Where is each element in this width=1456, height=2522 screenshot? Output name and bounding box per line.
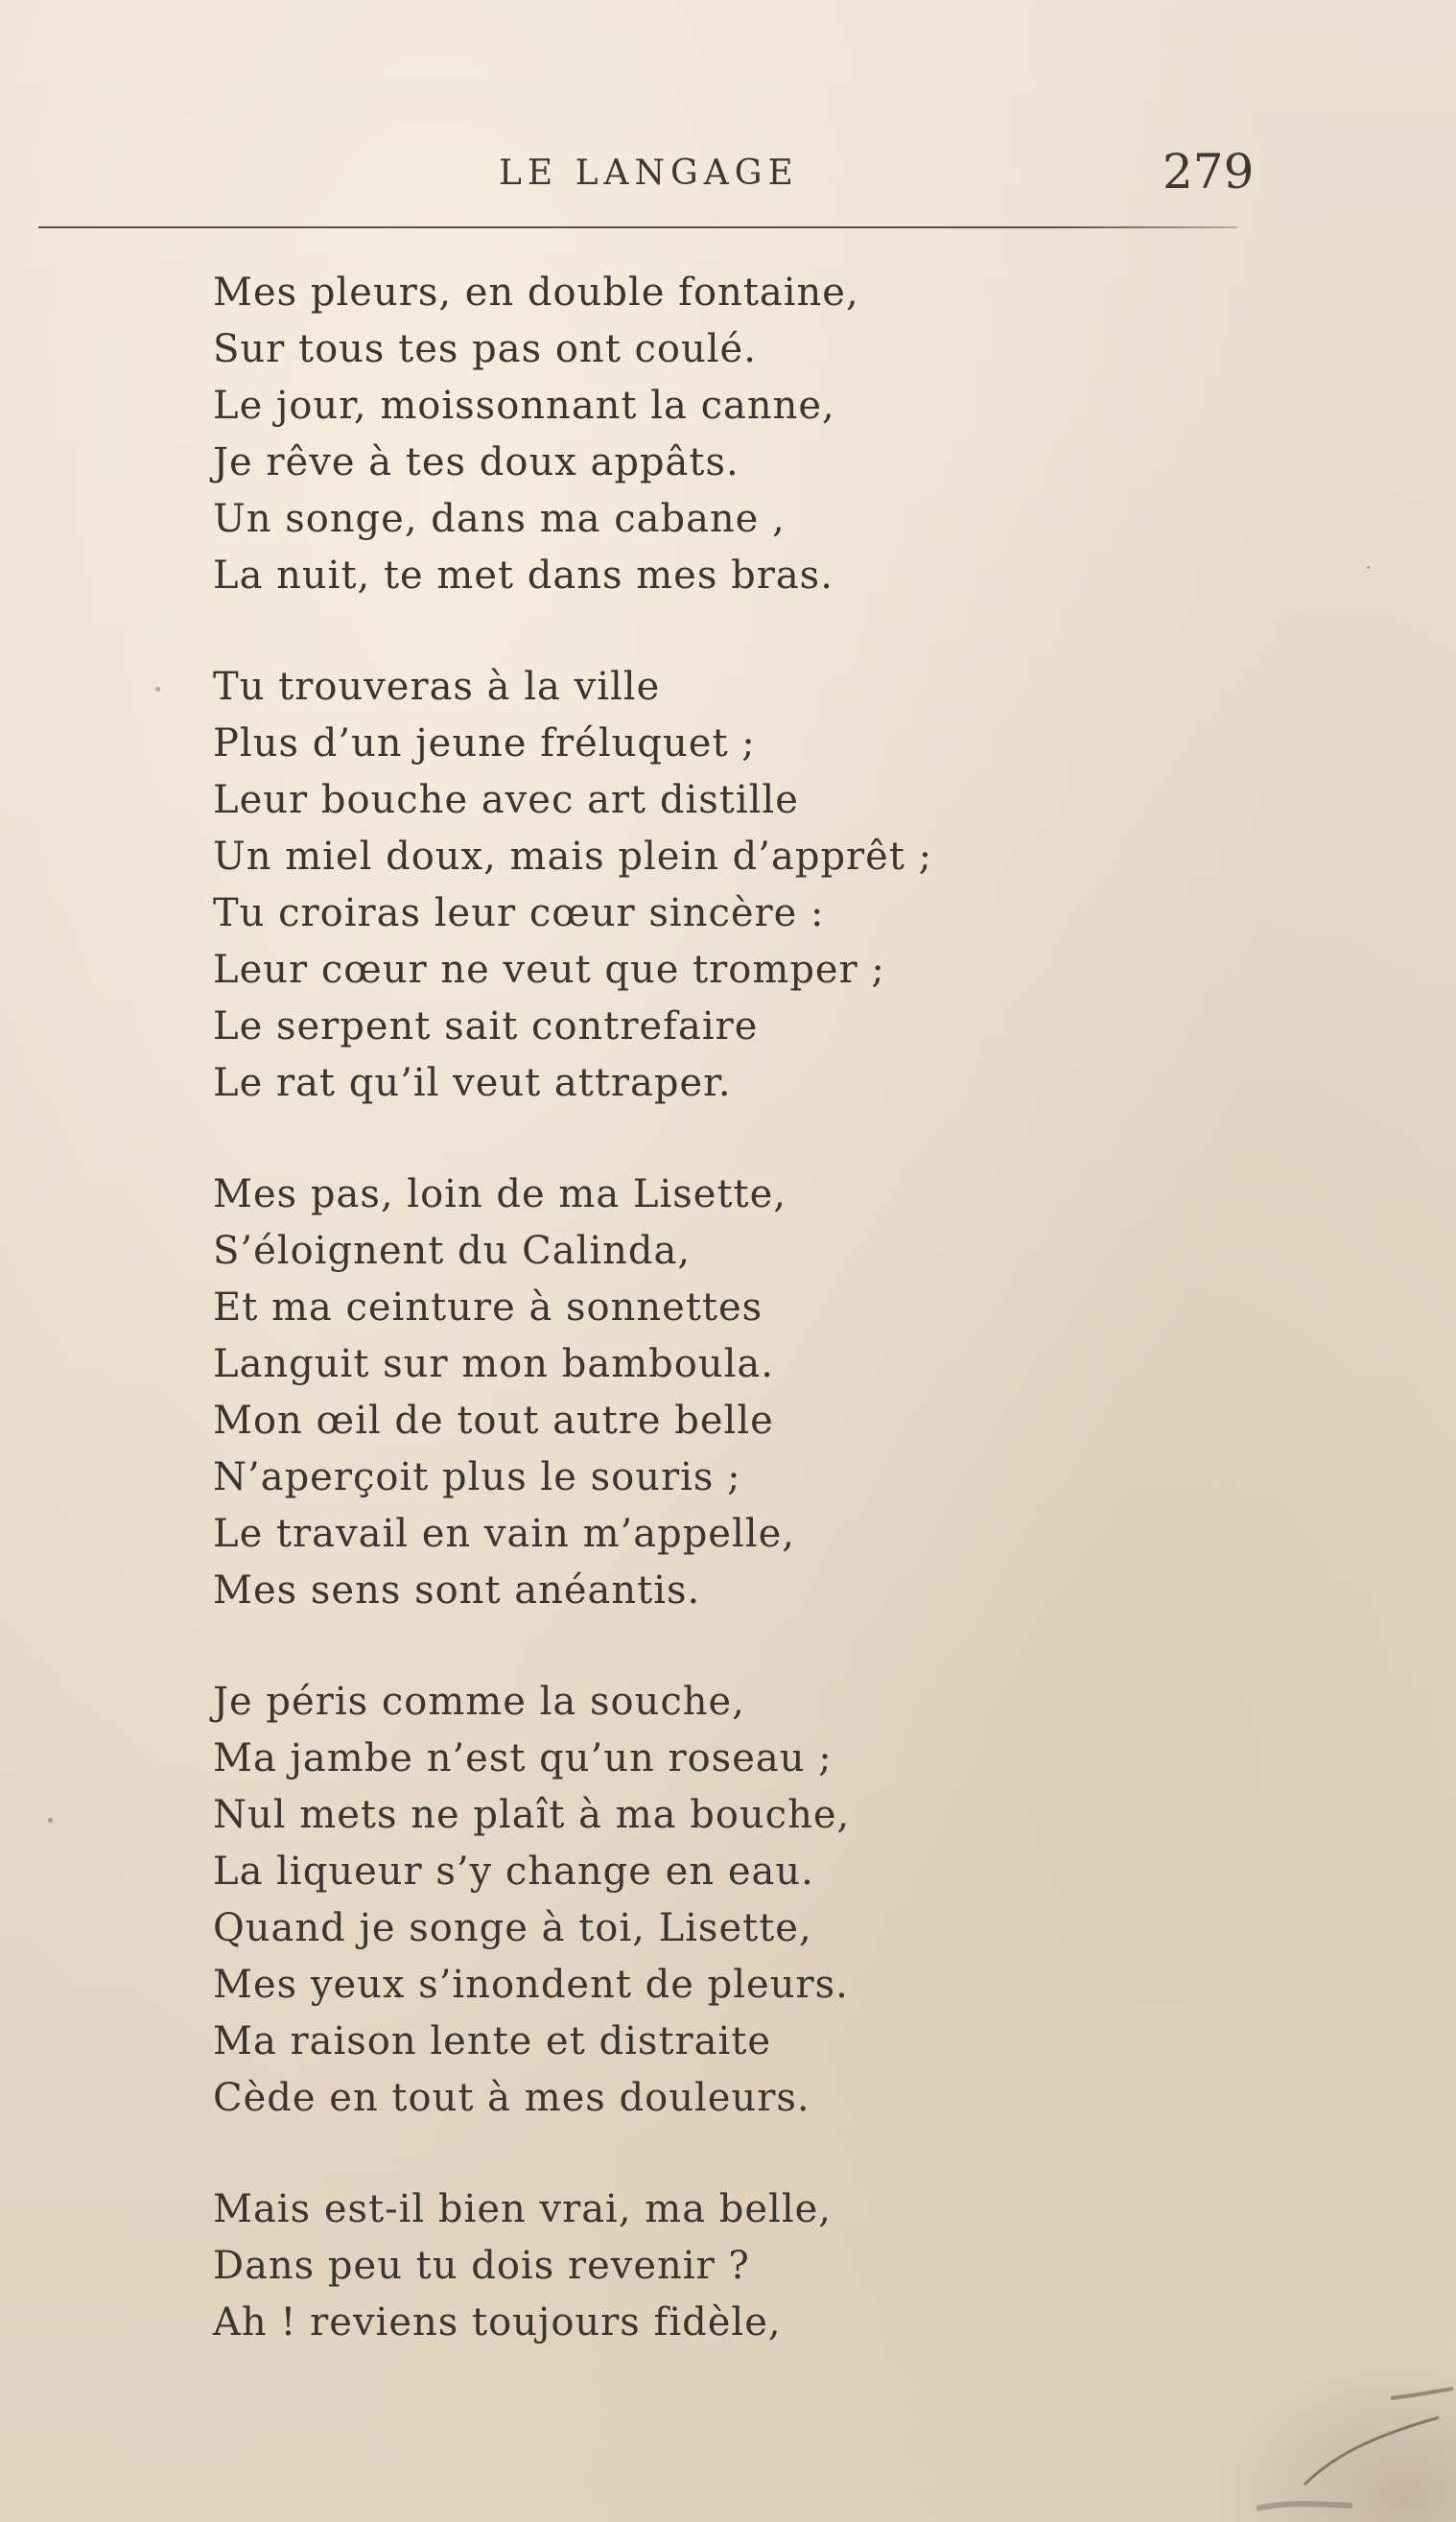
verse-line: Ma jambe n’est qu’un roseau ; — [213, 1736, 833, 1780]
verse-line: Sur tous tes pas ont coulé. — [213, 327, 757, 371]
verse-line: Languit sur mon bamboula. — [213, 1342, 774, 1386]
verse-line: Mes yeux s’inondent de pleurs. — [213, 1963, 849, 2007]
stanza-4 — [213, 1674, 1268, 2127]
verse-line: La liqueur s’y change en eau. — [213, 1850, 814, 1894]
verse-line: Mes sens sont anéantis. — [213, 1568, 701, 1613]
stanza-2 — [213, 659, 1268, 1112]
verse-line: Leur bouche avec art distille — [213, 778, 799, 822]
stanza-5 — [213, 2181, 1268, 2351]
ink-smudge-mark — [1247, 2379, 1456, 2513]
verse-line: Quand je songe à toi, Lisette, — [213, 1906, 812, 1950]
verse-line: Et ma ceinture à sonnettes — [213, 1285, 763, 1330]
verse-line: Le jour, moissonnant la canne, — [213, 384, 835, 428]
verse-line: Dans peu tu dois revenir ? — [213, 2244, 750, 2288]
stanza-3 — [213, 1167, 1268, 1619]
verse-line: Mais est-il bien vrai, ma belle, — [213, 2187, 833, 2231]
header-rule — [38, 226, 1237, 228]
verse-line: Tu croiras leur cœur sincère : — [213, 891, 825, 935]
verse-line: Mon œil de tout autre belle — [213, 1399, 774, 1443]
verse-line: La nuit, te met dans mes bras. — [213, 554, 834, 598]
verse-line: Nul mets ne plaît à ma bouche, — [213, 1793, 851, 1837]
running-title: LE LANGAGE — [499, 153, 799, 193]
verse-line: Cède en tout à mes douleurs. — [213, 2076, 810, 2120]
verse-line: Mes pas, loin de ma Lisette, — [213, 1172, 787, 1216]
poem-body — [213, 265, 1268, 2406]
verse-line: Le travail en vain m’appelle, — [213, 1512, 795, 1556]
verse-line: Leur cœur ne veut que tromper ; — [213, 948, 885, 992]
verse-line: Ma raison lente et distraite — [213, 2019, 772, 2063]
verse-line: Tu trouveras à la ville — [213, 665, 661, 709]
verse-line: Le rat qu’il veut attraper. — [213, 1061, 732, 1105]
paper-speck — [1367, 566, 1370, 569]
verse-line: Un miel doux, mais plein d’apprêt ; — [213, 835, 933, 879]
verse-line: Un songe, dans ma cabane , — [213, 497, 786, 541]
paper-speck — [155, 687, 160, 692]
paper-speck — [48, 1818, 53, 1823]
verse-line: N’aperçoit plus le souris ; — [213, 1455, 741, 1499]
verse-line: Mes pleurs, en double fontaine, — [213, 271, 859, 315]
verse-line: S’éloignent du Calinda, — [213, 1229, 692, 1273]
verse-line: Plus d’un jeune fréluquet ; — [213, 721, 756, 766]
running-header — [0, 144, 1456, 201]
page-number: 279 — [1162, 144, 1255, 200]
verse-line: Ah ! reviens toujours fidèle, — [213, 2300, 782, 2345]
verse-line: Je péris comme la souche, — [213, 1680, 745, 1724]
verse-line: Le serpent sait contrefaire — [213, 1004, 759, 1049]
stanza-1 — [213, 265, 1268, 604]
verse-line: Je rêve à tes doux appâts. — [213, 440, 740, 484]
